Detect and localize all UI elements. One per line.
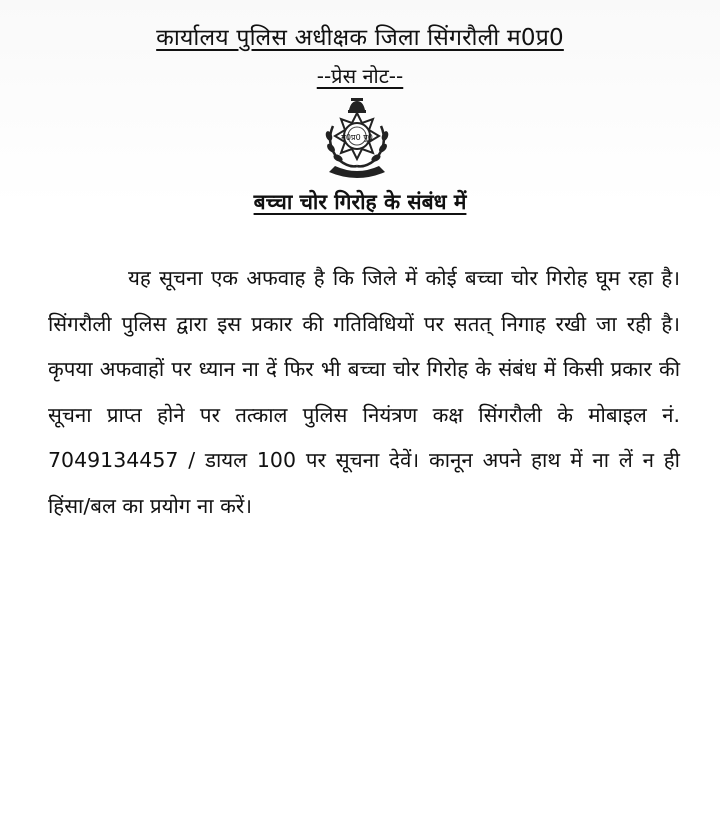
police-emblem-icon	[305, 96, 409, 180]
subject-heading: बच्चा चोर गिरोह के संबंध में	[253, 190, 467, 214]
badge-star	[335, 113, 379, 159]
notice-body: यह सूचना एक अफवाह है कि जिले में कोई बच्चा चोर गिरोह घूम रहा है। सिंगरौली पुलिस द्वारा इस प्रकार की गतिविधियों पर सतत् निगाह रखी जा रही है। कृपया अफवाहों पर ध्यान ना दें फिर भी बच्चा चोर गिरोह के संबंध में किसी प्रकार की सूचना प्राप्त होने पर तत्काल पुलिस नियंत्रण कक्ष सिंगरौली के मोबाइल नं. 7049134457 / डायल 100 पर सूचना देवें। कानून अपने हाथ में ना लें न ही हिंसा/बल का प्रयोग ना करें।	[48, 266, 680, 518]
lion-capital	[348, 98, 366, 113]
office-title: कार्यालय पुलिस अधीक्षक जिला सिंगरौली म0प्र0	[156, 25, 564, 51]
emblem-text: म0प्र0 पु0	[341, 133, 373, 142]
ribbon	[329, 166, 385, 178]
press-note-heading: --प्रेस नोट--	[316, 64, 404, 88]
